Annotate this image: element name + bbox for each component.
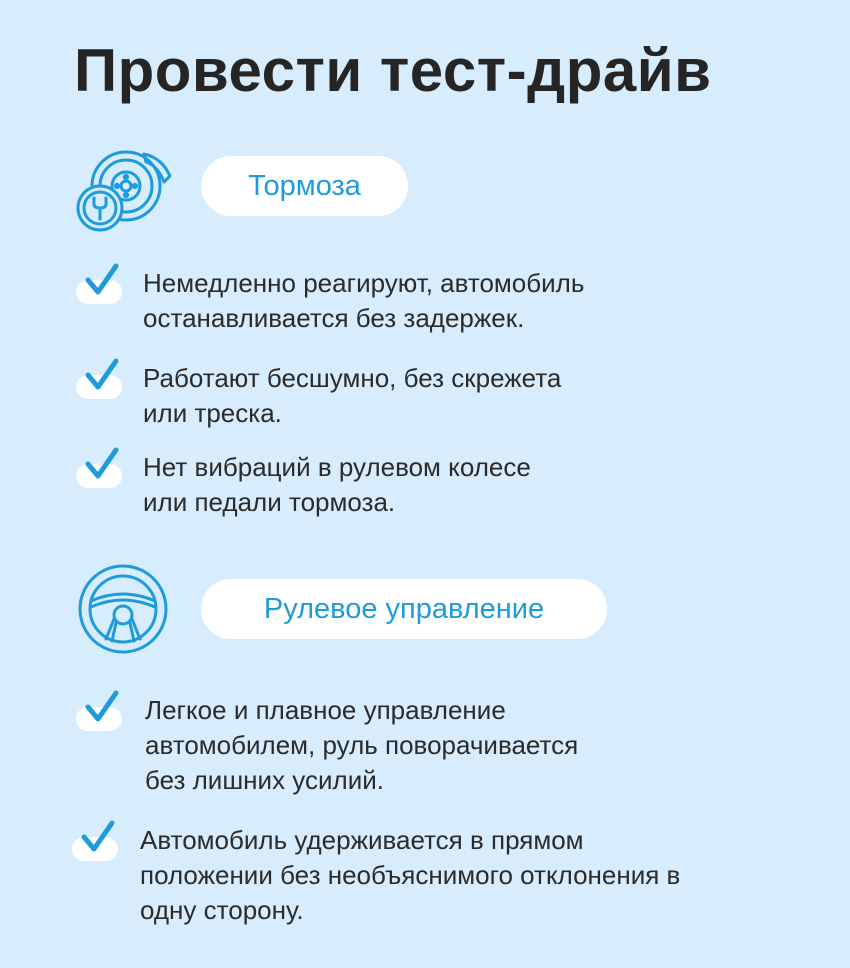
checkmark-icon	[72, 827, 118, 863]
checkmark-icon	[76, 697, 122, 733]
checkmark-icon	[76, 454, 122, 490]
checkmark-icon	[76, 365, 122, 401]
steering-wheel-icon	[76, 563, 176, 653]
section-label-brakes: Тормоза	[201, 156, 408, 216]
list-item-text: Немедленно реагируют, автомобиль останавливается без задержек.	[143, 268, 585, 333]
list-item-text: Работают бесшумно, без скрежета или треска.	[143, 363, 562, 428]
section-label-steering: Рулевое управление	[201, 579, 607, 639]
page-title: Провести тест-драйв	[74, 37, 712, 104]
brake-disc-wrench-icon	[74, 146, 174, 236]
list-item-text: Нет вибраций в рулевом колесе или педали тормоза.	[143, 452, 531, 517]
checkmark-icon	[76, 270, 122, 306]
list-item-text: Легкое и плавное управление автомобилем, руль поворачивается без лишних усилий.	[145, 695, 579, 795]
list-item-text: Автомобиль удерживается в прямом положении без необъяснимого отклонения в одну сторону.	[140, 825, 681, 925]
